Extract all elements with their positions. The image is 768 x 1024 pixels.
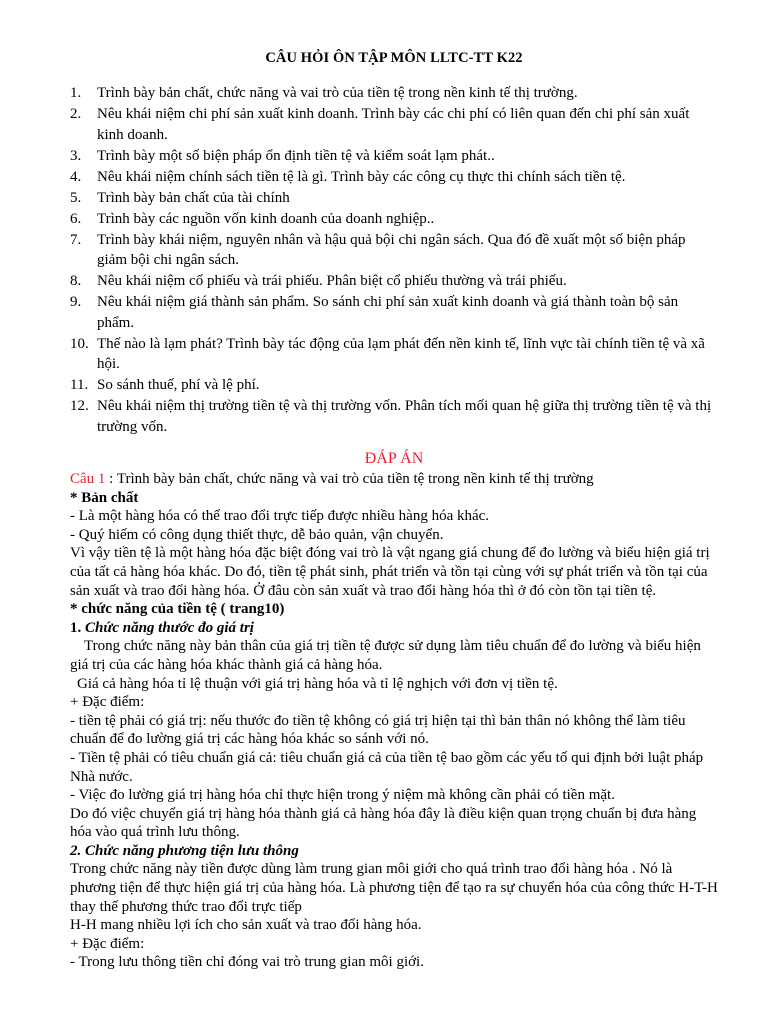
ban-chat-paragraph: Vì vậy tiền tệ là một hàng hóa đặc biệt đóng vai trò là vật ngang giá chung để đo lường và biểu hiện giá trị của tất cả hàng hóa khác. Do đó, tiền tệ phát sinh, phát triển và tồn tại cùng với sự phát triển và tồn tại của sản xuất và trao đổi hàng hóa. Ở đâu còn sản xuất và trao đổi hàng hóa thì ở đó còn tồn tại tiền tệ. bbox=[70, 545, 710, 599]
function-1-feature: - Việc đo lường giá trị hàng hóa chỉ thực hiện trong ý niệm mà không cần phải có tiền mặt. bbox=[70, 787, 615, 804]
function-1-title: Chức năng thước đo giá trị bbox=[85, 619, 254, 636]
question-item bbox=[70, 375, 718, 396]
function-2-paragraph: Trong chức năng này tiền được dùng làm trung gian môi giới cho quá trình trao đổi hàng hóa . Nó là phương tiện để thực hiện giá trị của hàng hóa. Là phương tiện để tạo ra sự chuyển hóa của công thức H-T-H thay thế phương thức trao đổi trực tiếp bbox=[70, 861, 718, 915]
question-number: 5. bbox=[70, 189, 82, 206]
question-item bbox=[70, 167, 718, 188]
question-item bbox=[70, 209, 718, 230]
question-text: Trình bày khái niệm, nguyên nhân và hậu quả bội chi ngân sách. Qua đó đề xuất một số biện pháp giảm bội chi ngân sách. bbox=[97, 231, 686, 268]
answer-body bbox=[70, 470, 718, 972]
question-number: 2. bbox=[70, 106, 82, 122]
question-number: 8. bbox=[70, 273, 82, 289]
question-number: 9. bbox=[70, 294, 82, 310]
question-item bbox=[70, 188, 718, 209]
question-item bbox=[70, 396, 718, 437]
function-1-paragraph: Giá cả hàng hóa tỉ lệ thuận với giá trị hàng hóa và tỉ lệ nghịch với đơn vị tiền tệ. bbox=[77, 675, 558, 692]
question-item bbox=[70, 146, 718, 167]
function-1-feature: - Tiền tệ phải có tiêu chuẩn giá cả: tiêu chuẩn giá cả của tiền tệ bao gồm các yếu tố qui định bởi luật pháp Nhà nước. bbox=[70, 749, 704, 785]
question-text: Trình bày bản chất, chức năng và vai trò của tiền tệ trong nền kinh tế thị trường. bbox=[97, 85, 578, 101]
question-number: 1. bbox=[70, 85, 82, 101]
question-number: 4. bbox=[70, 168, 82, 185]
question-text: Trình bày một số biện pháp ổn định tiền tệ và kiểm soát lạm phát.. bbox=[97, 147, 495, 164]
function-1-paragraph: Trong chức năng này bản thân của giá trị tiền tệ được sử dụng làm tiêu chuẩn để đo lường và biểu hiện giá trị của các hàng hóa khác thành giá cả hàng hóa. bbox=[70, 638, 701, 673]
answer-question-text: : Trình bày bản chất, chức năng và vai trò của tiền tệ trong nền kinh tế thị trường bbox=[105, 471, 594, 487]
question-text: Nêu khái niệm chi phí sản xuất kinh doanh. Trình bày các chi phí có liên quan đến chi phí sản xuất kinh doanh. bbox=[97, 106, 690, 143]
question-text: Nêu khái niệm giá thành sản phẩm. So sánh chi phí sản xuất kinh doanh và giá thành toàn bộ sản phẩm. bbox=[97, 294, 679, 331]
function-1-feature: - tiền tệ phải có giá trị: nếu thước đo tiền tệ không có giá trị hiện tại thì bản thân nó không thể làm tiêu chuẩn để đo lường giá trị các hàng hóa khác so sánh với nó. bbox=[70, 712, 686, 748]
question-text: Nêu khái niệm cổ phiếu và trái phiếu. Phân biệt cổ phiếu thường và trái phiếu. bbox=[97, 273, 567, 289]
function-2-feature: - Trong lưu thông tiền chỉ đóng vai trò trung gian môi giới. bbox=[70, 954, 424, 971]
function-2-paragraph: H-H mang nhiều lợi ích cho sản xuất và trao đổi hàng hóa. bbox=[70, 917, 422, 934]
question-text: Nêu khái niệm thị trường tiền tệ và thị trường vốn. Phân tích mối quan hệ giữa thị trường tiền tệ và thị trường vốn. bbox=[97, 398, 712, 435]
question-text: Nêu khái niệm chính sách tiền tệ là gì. Trình bày các công cụ thực thi chính sách tiền tệ. bbox=[97, 168, 626, 185]
document-title: CÂU HỎI ÔN TẬP MÔN LLTC-TT K22 bbox=[265, 50, 523, 66]
question-item bbox=[70, 83, 718, 104]
question-item bbox=[70, 230, 718, 271]
question-list bbox=[70, 83, 718, 437]
question-text: Trình bày các nguồn vốn kinh doanh của doanh nghiệp.. bbox=[97, 210, 435, 227]
ban-chat-bullet: - Là một hàng hóa có thể trao đổi trực tiếp được nhiều hàng hóa khác. bbox=[70, 508, 490, 525]
ban-chat-heading: * Bản chất bbox=[70, 489, 139, 506]
answer-question-line bbox=[70, 470, 718, 489]
chuc-nang-heading: * chức năng của tiền tệ ( trang10) bbox=[70, 601, 285, 618]
function-1-heading bbox=[70, 619, 718, 638]
question-number: 6. bbox=[70, 210, 82, 227]
function-1-features-label: + Đặc điểm: bbox=[70, 694, 145, 711]
answer-question-label: Câu 1 bbox=[70, 471, 106, 487]
question-number: 11. bbox=[70, 377, 89, 393]
question-number: 3. bbox=[70, 147, 82, 164]
answer-heading: ĐÁP ÁN bbox=[364, 450, 424, 467]
question-text: So sánh thuế, phí và lệ phí. bbox=[97, 377, 260, 393]
question-number: 12. bbox=[70, 398, 89, 414]
question-item bbox=[70, 104, 718, 145]
question-item bbox=[70, 271, 718, 292]
question-item bbox=[70, 292, 718, 333]
function-1-number: 1. bbox=[70, 619, 85, 636]
question-text: Trình bày bản chất của tài chính bbox=[97, 189, 290, 206]
function-2-features-label: + Đặc điểm: bbox=[70, 935, 145, 952]
function-2-heading: 2. Chức năng phương tiện lưu thông bbox=[70, 842, 299, 859]
function-1-paragraph: Do đó việc chuyển giá trị hàng hóa thành giá cả hàng hóa đây là điều kiện quan trọng chuẩn bị đưa hàng hóa vào quá trình lưu thông. bbox=[70, 805, 697, 841]
question-item bbox=[70, 334, 718, 375]
question-number: 10. bbox=[70, 335, 89, 352]
question-text: Thế nào là lạm phát? Trình bày tác động của lạm phát đến nền kinh tế, lĩnh vực tài chính tiền tệ và xã hội. bbox=[97, 335, 705, 372]
question-number: 7. bbox=[70, 231, 82, 248]
ban-chat-bullet: - Quý hiếm có công dụng thiết thực, dễ bảo quản, vận chuyển. bbox=[70, 526, 444, 543]
